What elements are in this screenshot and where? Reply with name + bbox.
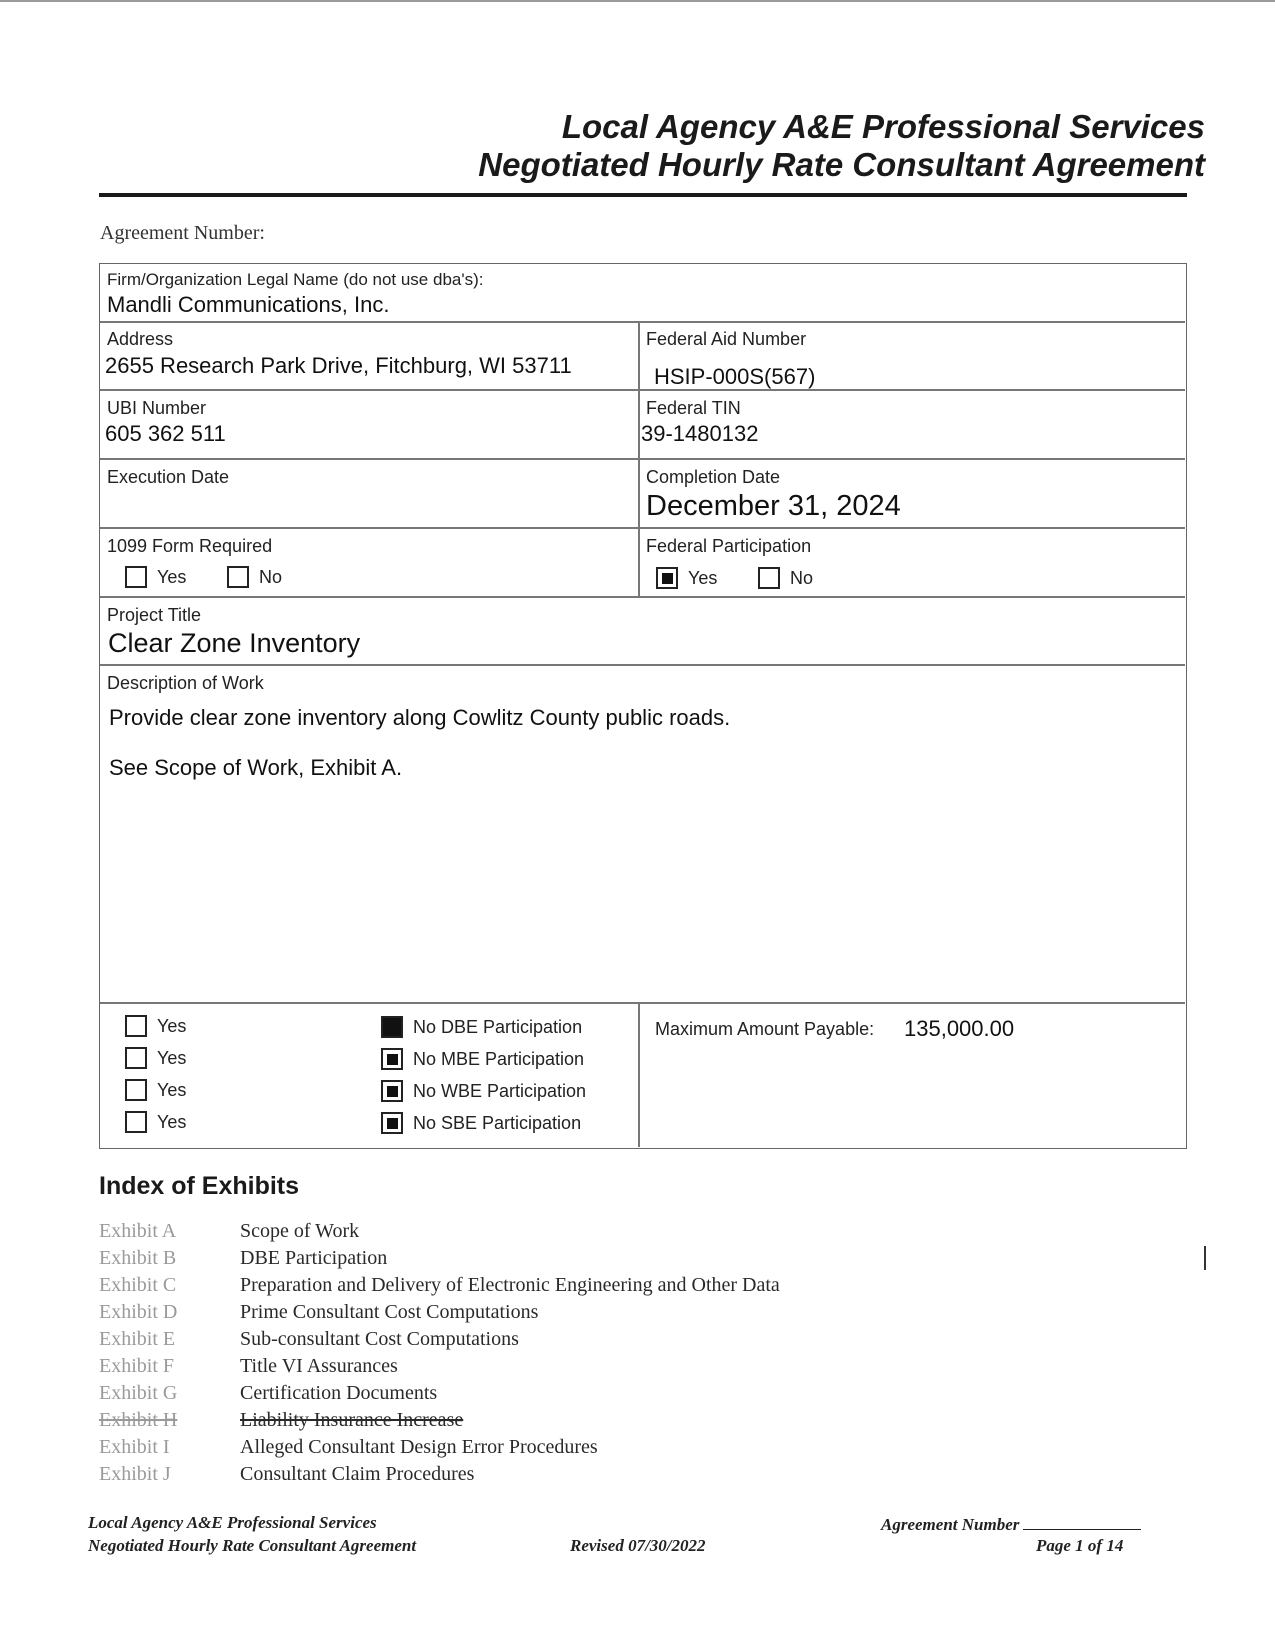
exhibit-code: Exhibit F xyxy=(99,1355,175,1377)
index-of-exhibits-title: Index of Exhibits xyxy=(99,1172,300,1200)
column-divider xyxy=(638,321,640,596)
form-1099-label: 1099 Form Required xyxy=(107,536,273,556)
footer-title-line-1: Local Agency A&E Professional Services xyxy=(88,1513,377,1532)
firm-name-value: Mandli Communications, Inc. xyxy=(107,292,390,317)
title-rule xyxy=(99,193,1187,197)
row-divider xyxy=(100,664,1185,666)
exhibit-code: Exhibit G xyxy=(99,1382,178,1404)
exhibit-code: Exhibit D xyxy=(99,1301,178,1323)
exhibit-desc: Preparation and Delivery of Electronic Engineering and Other Data xyxy=(240,1274,780,1296)
footer-page-number: Page 1 of 14 xyxy=(1036,1536,1124,1555)
federal-participation-no-checkbox[interactable] xyxy=(758,567,813,589)
column-divider xyxy=(638,1002,640,1147)
top-border xyxy=(0,0,1275,2)
ubi-value: 605 362 511 xyxy=(105,421,226,446)
checkbox-square xyxy=(758,567,780,589)
description-label: Description of Work xyxy=(107,673,264,693)
exhibit-code: Exhibit E xyxy=(99,1328,176,1350)
no-wbe-checkbox[interactable] xyxy=(381,1080,586,1102)
agreement-number-blank xyxy=(1023,1513,1141,1530)
exhibit-desc: Sub-consultant Cost Computations xyxy=(240,1328,519,1350)
address-value: 2655 Research Park Drive, Fitchburg, WI 53711 xyxy=(105,353,572,378)
checkbox-label: No WBE Participation xyxy=(413,1080,587,1101)
exhibit-desc: DBE Participation xyxy=(240,1247,388,1269)
exhibit-code: Exhibit A xyxy=(99,1220,177,1242)
checkbox-square xyxy=(125,1015,147,1037)
checkbox-label: Yes xyxy=(157,1079,187,1100)
row-divider xyxy=(100,596,1185,598)
revision-bar xyxy=(1204,1246,1206,1270)
checkbox-label: No xyxy=(259,566,283,587)
title-line-1: Local Agency A&E Professional Services xyxy=(561,108,1205,145)
exhibit-desc: Certification Documents xyxy=(240,1382,438,1404)
dbe-yes-checkbox[interactable] xyxy=(125,1015,186,1037)
footer-title-line-2: Negotiated Hourly Rate Consultant Agreement xyxy=(88,1536,417,1555)
completion-date-label: Completion Date xyxy=(646,467,781,487)
no-mbe-checkbox[interactable] xyxy=(381,1048,584,1070)
exhibit-code: Exhibit C xyxy=(99,1274,177,1296)
checkbox-label: Yes xyxy=(157,566,187,587)
checkbox-square xyxy=(125,1111,147,1133)
checkbox-square xyxy=(381,1016,403,1038)
federal-tin-label: Federal TIN xyxy=(646,398,741,418)
federal-aid-label: Federal Aid Number xyxy=(646,329,807,349)
description-line-2: See Scope of Work, Exhibit A. xyxy=(109,755,403,780)
checkbox-label: Yes xyxy=(157,1111,187,1132)
checkbox-square xyxy=(656,567,678,589)
exhibit-code: Exhibit H xyxy=(99,1409,178,1431)
checkbox-label: No MBE Participation xyxy=(413,1048,585,1069)
exhibit-code: Exhibit I xyxy=(99,1436,170,1458)
footer-agreement-number-label: Agreement Number xyxy=(881,1515,1020,1534)
checkbox-square xyxy=(125,1047,147,1069)
checkbox-square xyxy=(381,1112,403,1134)
mbe-yes-checkbox[interactable] xyxy=(125,1047,186,1069)
title-line-2: Negotiated Hourly Rate Consultant Agreement xyxy=(478,146,1205,183)
checkbox-label: Yes xyxy=(688,567,718,588)
no-dbe-checkbox[interactable] xyxy=(381,1016,582,1038)
row-divider xyxy=(100,527,1185,529)
federal-aid-value: HSIP-000S(567) xyxy=(654,364,816,389)
exhibit-desc: Prime Consultant Cost Computations xyxy=(240,1301,539,1323)
exhibit-desc: Title VI Assurances xyxy=(240,1355,398,1377)
form-1099-yes-checkbox[interactable] xyxy=(125,566,186,588)
agreement-form xyxy=(99,263,1187,1149)
checkbox-square xyxy=(227,566,249,588)
execution-date-label: Execution Date xyxy=(107,467,230,487)
ubi-label: UBI Number xyxy=(107,398,207,418)
federal-tin-value: 39-1480132 xyxy=(641,421,759,446)
checkbox-label: Yes xyxy=(157,1047,187,1068)
wbe-yes-checkbox[interactable] xyxy=(125,1079,186,1101)
max-amount-value: 135,000.00 xyxy=(904,1016,1015,1041)
exhibit-desc: Scope of Work xyxy=(240,1220,360,1242)
federal-participation-yes-checkbox[interactable] xyxy=(656,567,717,589)
firm-name-label: Firm/Organization Legal Name (do not use dba's): xyxy=(107,270,484,289)
address-label: Address xyxy=(107,329,174,349)
checkbox-square xyxy=(125,1079,147,1101)
no-sbe-checkbox[interactable] xyxy=(381,1112,581,1134)
exhibit-code: Exhibit B xyxy=(99,1247,177,1269)
federal-participation-label: Federal Participation xyxy=(646,536,812,556)
checkbox-square xyxy=(381,1080,403,1102)
row-divider xyxy=(100,321,1185,323)
max-amount-label: Maximum Amount Payable: xyxy=(655,1019,875,1039)
checkbox-label: Yes xyxy=(157,1015,187,1036)
footer-agreement-number xyxy=(881,1513,1141,1535)
agreement-number-label: Agreement Number: xyxy=(100,222,265,244)
document-title xyxy=(478,108,1205,184)
exhibit-desc: Liability Insurance Increase xyxy=(240,1409,464,1431)
checkbox-square xyxy=(381,1048,403,1070)
description-line-1: Provide clear zone inventory along Cowlitz County public roads. xyxy=(109,705,731,730)
exhibit-desc: Consultant Claim Procedures xyxy=(240,1463,475,1485)
row-divider xyxy=(100,458,1185,460)
form-1099-no-checkbox[interactable] xyxy=(227,566,282,588)
footer-revised: Revised 07/30/2022 xyxy=(570,1536,706,1555)
exhibit-desc: Alleged Consultant Design Error Procedures xyxy=(240,1436,598,1458)
project-title-value: Clear Zone Inventory xyxy=(108,628,361,658)
row-divider xyxy=(100,389,1185,391)
completion-date-value: December 31, 2024 xyxy=(646,490,901,522)
checkbox-label: No SBE Participation xyxy=(413,1112,582,1133)
row-divider xyxy=(100,1002,1185,1004)
project-title-label: Project Title xyxy=(107,605,202,625)
checkbox-label: No DBE Participation xyxy=(413,1016,583,1037)
sbe-yes-checkbox[interactable] xyxy=(125,1111,186,1133)
exhibit-code: Exhibit J xyxy=(99,1463,171,1485)
checkbox-square xyxy=(125,566,147,588)
checkbox-label: No xyxy=(790,567,814,588)
